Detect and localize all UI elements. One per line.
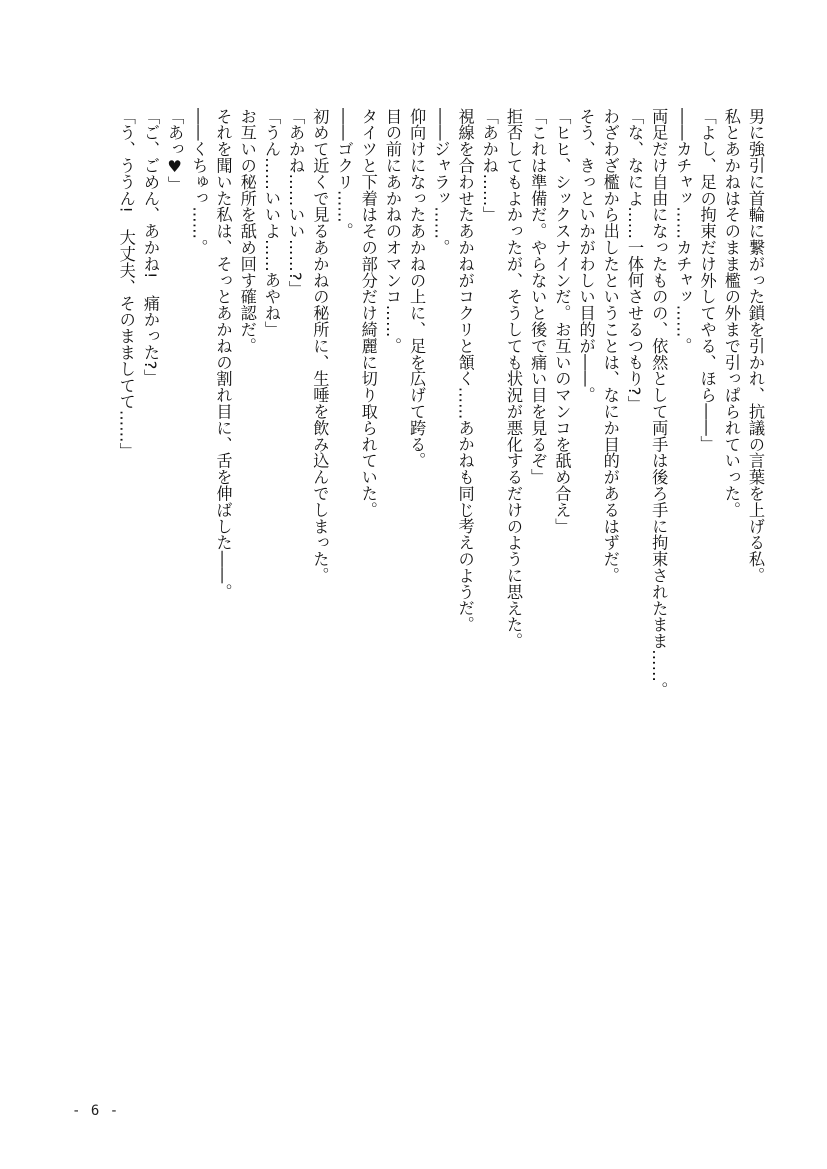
text-line: 「ご、ごめん、あかね! 痛かった?」 [140, 108, 160, 386]
text-line: 「ヒヒ、シックスナインだ。お互いのマンコを舐め合え」 [552, 108, 572, 535]
text-line: お互いの秘所を舐め回す確認だ。 [237, 108, 257, 354]
text-line: 「あかね……いい……?」 [286, 108, 306, 298]
text-line: ――ジャラッ……。 [431, 108, 451, 256]
text-line: 仰向けになったあかねの上に、足を広げて跨る。 [407, 108, 427, 469]
text-line: 「あっ♥」 [165, 108, 185, 193]
text-line: タイツと下着はその部分だけ綺麗に切り取られていた。 [358, 108, 378, 518]
text-line: わざわざ檻から出したということは、なにか目的があるはずだ。 [600, 108, 620, 584]
text-line: 両足だけ自由になったものの、依然として両手は後ろ手に拘束されたまま……。 [649, 108, 669, 699]
body-text [114, 108, 767, 699]
text-line: 「これは準備だ。やらないと後で痛い目を見るぞ」 [528, 108, 548, 486]
text-line: ――ゴクリ……。 [334, 108, 354, 240]
text-line: 男に強引に首輪に繋がった鎖を引かれ、抗議の言葉を上げる私。 [746, 108, 765, 584]
text-line: 私とあかねはそのまま檻の外まで引っぱられていった。 [721, 108, 741, 518]
text-line: 「な、なによ……一体何させるつもり?」 [624, 108, 644, 412]
text-line: 視線を合わせたあかねがコクリと頷く……あかねも同じ考えのようだ。 [455, 108, 475, 633]
text-line: 「う、ううん! 大丈夫、そのまましてて……」 [116, 108, 136, 460]
text-line: ――カチャッ……カチャッ……。 [673, 108, 693, 354]
text-line: それを聞いた私は、そっとあかねの割れ目に、舌を伸ばした――。 [213, 108, 233, 600]
text-line: 「よし、足の拘束だけ外してやる、ほら――」 [697, 108, 717, 453]
page-number: - 6 - [72, 1103, 120, 1119]
text-line: 「うん……いいよ……あやね」 [261, 108, 281, 338]
text-line: 初めて近くで見るあかねの秘所に、生唾を飲み込んでしまった。 [310, 108, 330, 584]
text-line: 「あかね……」 [479, 108, 499, 223]
text-line: ――くちゅっ……。 [189, 108, 209, 256]
text-line: 目の前にあかねのオマンコ……。 [382, 108, 402, 354]
text-line: 拒否してもよかったが、そうしても状況が悪化するだけのように思えた。 [503, 108, 523, 650]
text-line: そう、きっといかがわしい目的が――。 [576, 108, 596, 404]
